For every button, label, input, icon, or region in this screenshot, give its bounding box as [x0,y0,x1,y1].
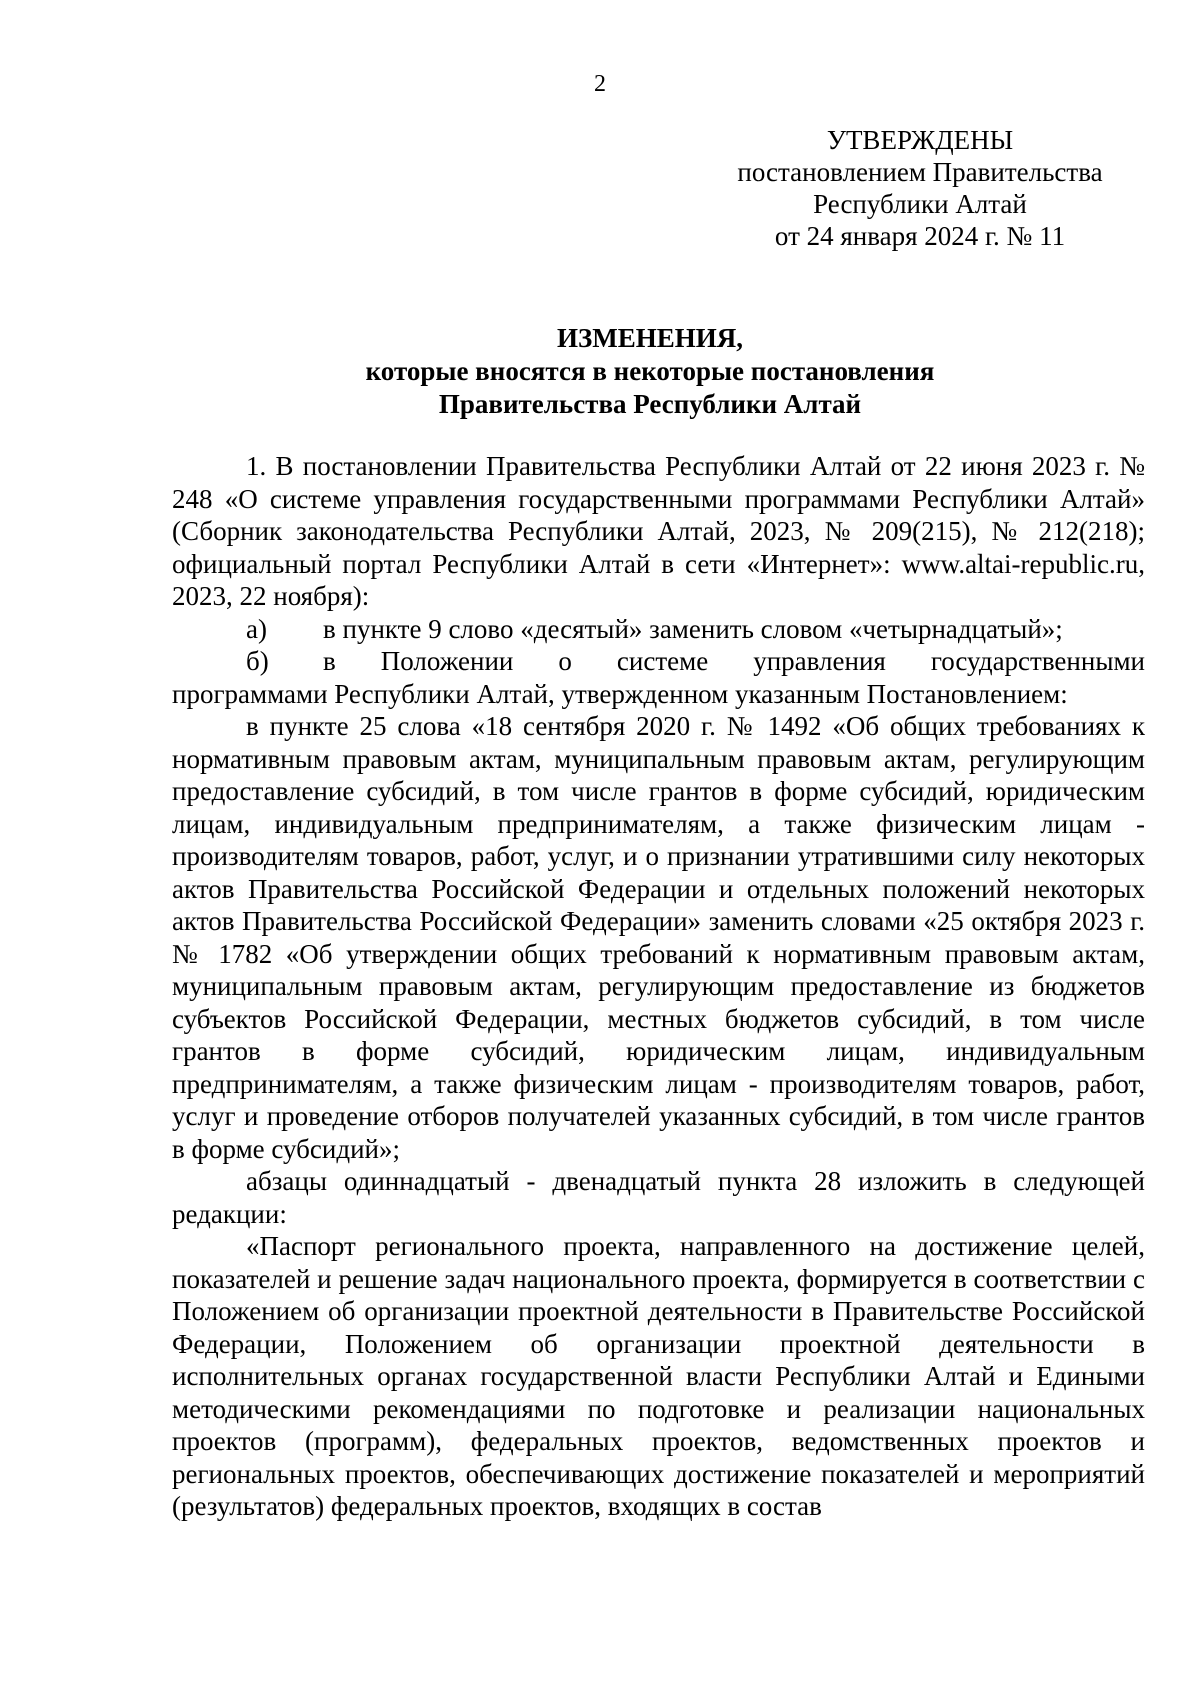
page-number: 2 [594,71,606,97]
list-item-a [172,613,1145,646]
list-text-a: в пункте 9 слово «десятый» заменить словом «четырнадцатый»; [323,613,1063,644]
approval-line-republic: Республики Алтай [813,189,1027,219]
paragraph-4: «Паспорт регионального проекта, направленного на достижение целей, показателей и решение задач национального проекта, формируется в соответствии с Положением об организации проектной деятельности в Правительстве Российской Федерации, Положением об организации проектной деятельности в исполнительных органах государственной власти Республики Алтай и Едиными методическими рекомендациями по подготовке и реализации национальных проектов (программ), федеральных проектов, ведомственных проектов и региональных проектов, обеспечивающих достижение показателей и мероприятий (результатов) федеральных проектов, входящих в состав [172,1231,1145,1521]
paragraph-2: в пункте 25 слова «18 сентября 2020 г. № 1492 «Об общих требованиях к нормативным правовым актам, муниципальным правовым актам, регулирующим предоставление субсидий, в том числе грантов в форме субсидий, юридическим лицам, индивидуальным предпринимателям, а также физическим лицам - производителям товаров, работ, услуг, и о признании утратившими силу некоторых актов Правительства Российской Федерации и отдельных положений некоторых актов Правительства Российской Федерации» заменить словами «25 октября 2023 г. № 1782 «Об утверждении общих требований к нормативным правовым актам, муниципальным правовым актам, регулирующим предоставление из бюджетов субъектов Российской Федерации, местных бюджетов субсидий, в том числе грантов в форме субсидий, юридическим лицам, индивидуальным предпринимателям, а также физическим лицам - производителям товаров, работ, услуг и проведение отборов получателей указанных субсидий, в том числе грантов в форме субсидий»; [172,711,1145,1164]
title-line-3: Правительства Республики Алтай [438,389,862,419]
approval-stamp [700,124,1140,252]
approval-line-resolution: постановлением Правительства [737,157,1103,187]
document-title [170,322,1130,421]
title-line-1: ИЗМЕНЕНИЯ, [556,323,743,353]
title-line-2: которые вносятся в некоторые постановления [365,356,935,386]
list-item-b-continuation: программами Республики Алтай, утвержденном указанным Постановлением: [172,678,1068,709]
list-item-b [172,645,1145,678]
list-marker-a: а) [246,613,267,644]
paragraph-3: абзацы одиннадцатый - двенадцатый пункта 28 изложить в следующей редакции: [172,1166,1145,1229]
approval-line-approved: УТВЕРЖДЕНЫ [826,125,1014,155]
list-text-b: в Положении о системе управления государственными [323,646,1145,676]
approval-line-date: от 24 января 2024 г. № 11 [774,221,1066,251]
document-body [172,450,1145,1523]
paragraph-1: 1. В постановлении Правительства Республики Алтай от 22 июня 2023 г. № 248 «О системе управления государственными программами Республики Алтай» (Сборник законодательства Республики Алтай, 2023, № 209(215), № 212(218); официальный портал Республики Алтай в сети «Интернет»: www.altai-republic.ru, 2023, 22 ноября): [172,451,1145,611]
list-marker-b: б) [246,646,269,676]
